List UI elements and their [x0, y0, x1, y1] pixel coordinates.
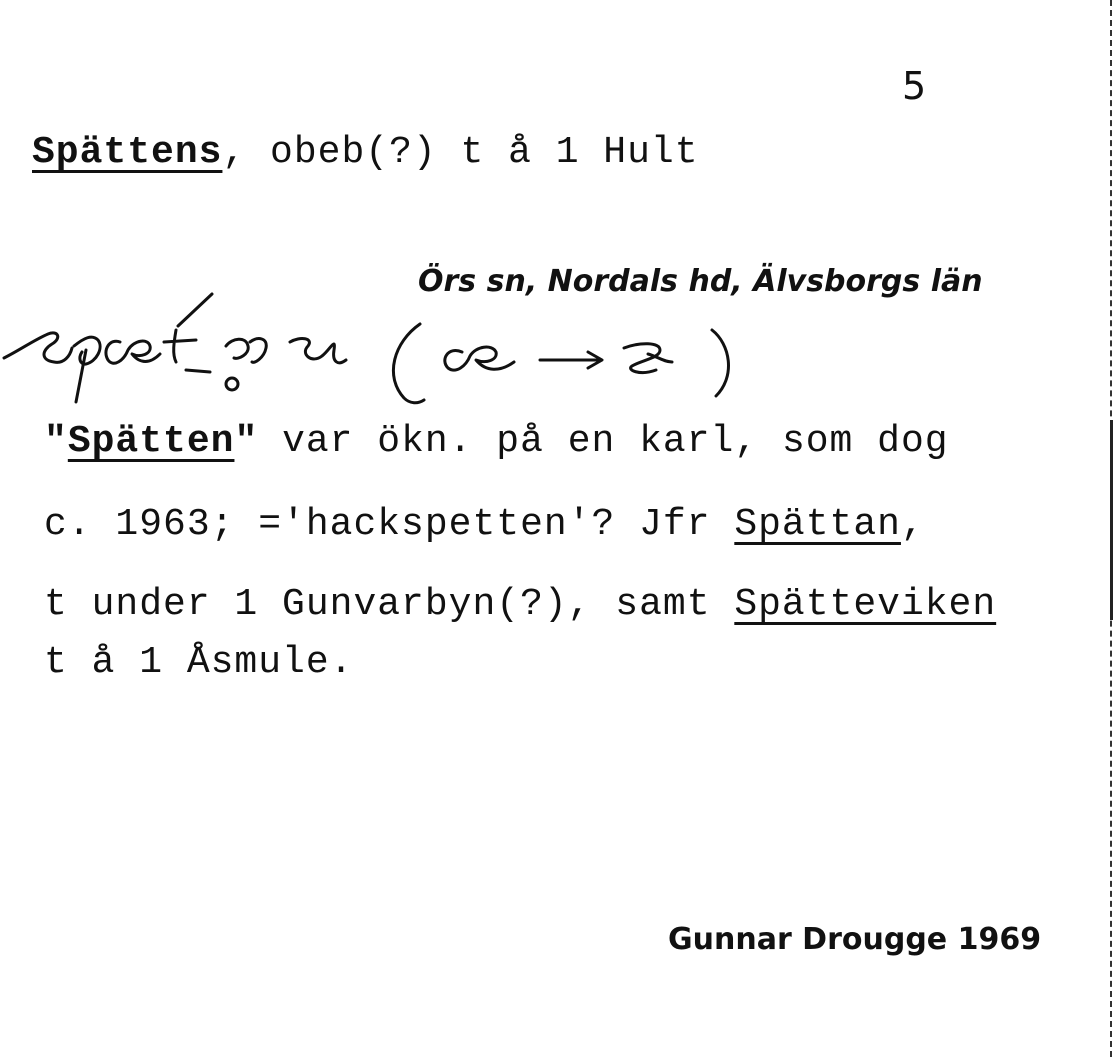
handwriting-t-underline: [186, 370, 210, 372]
body-line-2-comma: ,: [900, 503, 925, 546]
body-line-4: t å 1 Åsmule.: [44, 641, 354, 684]
body-line-1: [44, 420, 949, 463]
body-line-3: [44, 583, 997, 626]
handwriting-p: [74, 337, 100, 402]
handwriting-t: [164, 330, 196, 362]
handwriting-n: [226, 339, 266, 363]
card-edge-segment: [1110, 420, 1113, 620]
headword: Spättens: [32, 131, 223, 174]
term-spatten: Spätten: [67, 420, 235, 463]
body-line-2: [44, 503, 925, 546]
handwriting-ae: [106, 341, 160, 363]
handwriting-close-paren: [712, 330, 728, 396]
handwritten-phonetic-form: [0, 280, 760, 420]
body-line-3-text: t under 1 Gunvarbyn(?), samt: [44, 583, 735, 626]
page-number: 5: [902, 64, 927, 108]
quote-close: ": [234, 420, 259, 463]
handwriting-ae2: [445, 347, 514, 370]
headword-line: [32, 131, 699, 174]
body-line-1-text: var ökn. på en karl, som dog: [258, 420, 949, 463]
handwriting-s: [4, 333, 72, 362]
quote-open: ": [44, 420, 68, 463]
reference-spattan: Spättan: [734, 503, 901, 546]
handwriting-s2: [290, 339, 346, 363]
headword-description: , obeb(?) t å 1 Hult: [222, 131, 699, 174]
reference-spatteviken: Spätteviken: [734, 583, 997, 626]
handwriting-accent: [178, 294, 212, 326]
body-line-2-text: c. 1963; ='hackspetten'? Jfr: [44, 503, 735, 546]
handwriting-turned-a: [624, 344, 672, 373]
signature: Gunnar Drougge 1969: [668, 922, 1042, 957]
handwriting-arrow: [540, 352, 602, 368]
handwriting-open-paren: [393, 324, 424, 403]
location-stamp: Örs sn, Nordals hd, Älvsborgs län: [418, 264, 983, 299]
handwriting-ring: [226, 378, 238, 390]
